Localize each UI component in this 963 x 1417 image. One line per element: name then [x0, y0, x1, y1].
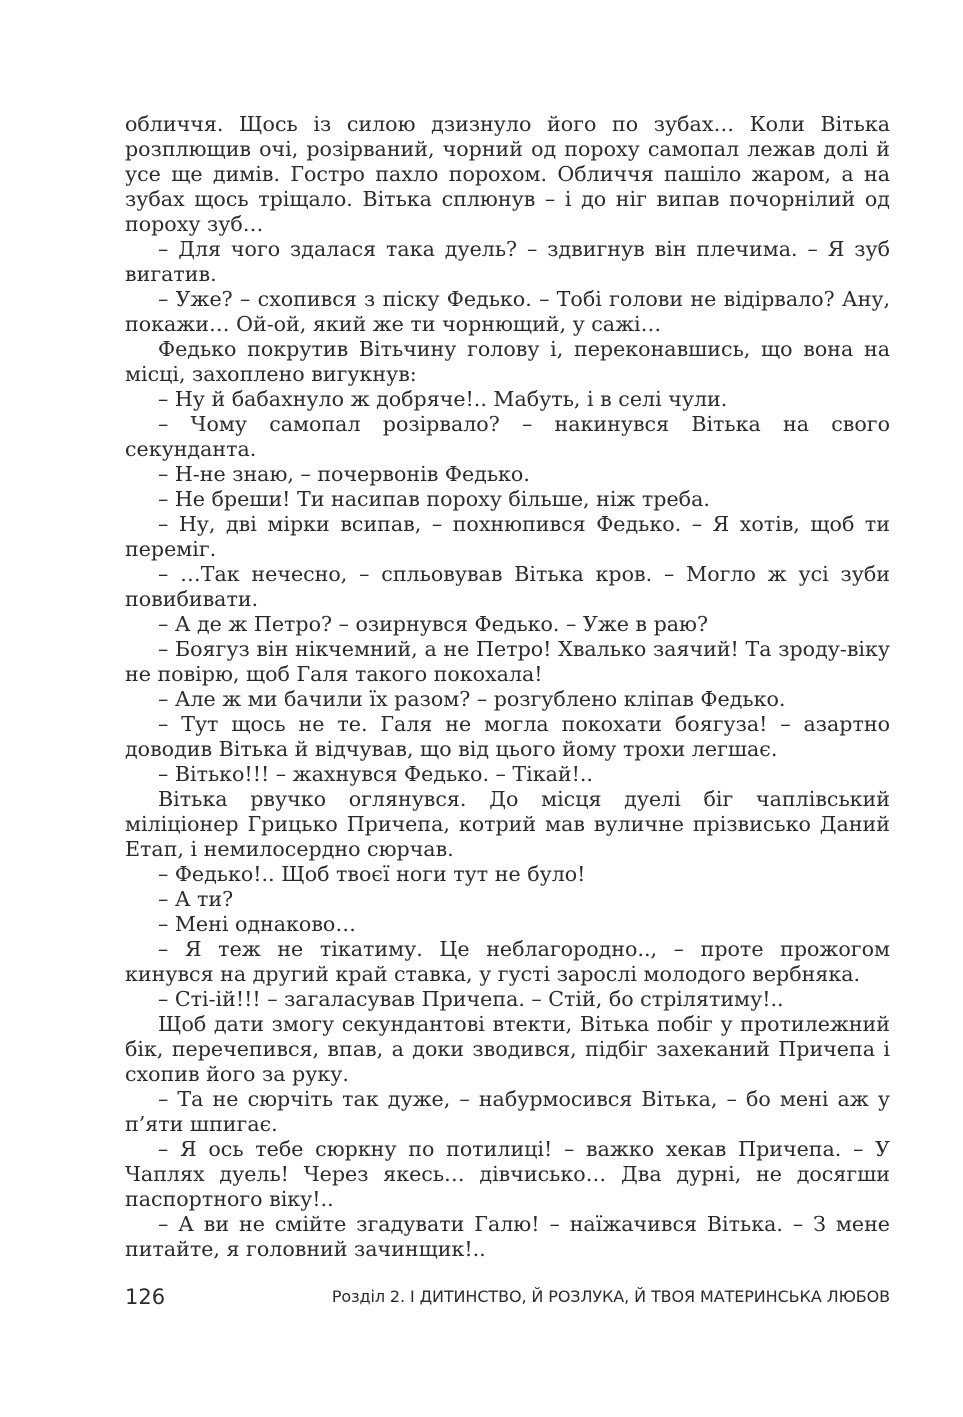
paragraph: – Для чого здалася така дуель? – здвигнув він плечима. – Я зуб вигатив.: [125, 237, 890, 286]
paragraph: – Я теж не тікатиму. Це неблагородно.., – проте прожогом кинувся на другий край ставка, у густі зарослі молодого вербняка.: [125, 937, 890, 986]
paragraph: – Але ж ми бачили їх разом? – розгублено кліпав Федько.: [158, 687, 786, 711]
paragraph: – А де ж Петро? – озирнувся Федько. – Уже в раю?: [158, 612, 708, 636]
page-number: 126: [125, 1285, 166, 1309]
paragraph: – Я ось тебе сюркну по потилиці! – важко хекав Причепа. – У Чаплях дуель! Через якесь… дівчисько… Два дурні, не досягши паспортного віку!..: [125, 1137, 890, 1211]
paragraph: – Н-не знаю, – почервонів Федько.: [158, 462, 530, 486]
paragraph: – А ти?: [158, 887, 234, 911]
paragraph: Федько покрутив Вітьчину голову і, переконавшись, що вона на місці, захоплено вигукнув:: [125, 337, 890, 386]
paragraph: – Та не сюрчіть так дуже, – набурмосився Вітька, – бо мені аж у п’яти шпигає.: [125, 1087, 890, 1136]
paragraph: – Боягуз він нікчемний, а не Петро! Хвалько заячий! Та зроду-віку не повірю, щоб Галя такого покохала!: [125, 637, 890, 686]
paragraph: – Ну й бабахнуло ж добряче!.. Мабуть, і в селі чули.: [158, 387, 728, 411]
paragraph: Вітька рвучко оглянувся. До місця дуелі біг чаплівський міліціонер Грицько Причепа, котрий мав вуличне прізвисько Даний Етап, і немилосердно сюрчав.: [125, 787, 890, 861]
paragraph: – Тут щось не те. Галя не могла покохати боягуза! – азартно доводив Вітька й відчував, що від цього йому трохи легшає.: [125, 712, 890, 761]
paragraph: – А ви не смійте згадувати Галю! – наїжачився Вітька. – З мене питайте, я головний зачинщик!..: [125, 1212, 890, 1261]
paragraph: – Чому самопал розірвало? – накинувся Вітька на свого секунданта.: [125, 412, 890, 461]
page-footer: [125, 1284, 890, 1310]
paragraph: – Сті-ій!!! – загаласував Причепа. – Стій, бо стрілятиму!..: [158, 987, 784, 1011]
running-head: Розділ 2. І ДИТИНСТВО, Й РОЗЛУКА, Й ТВОЯ МАТЕРИНСЬКА ЛЮБОВ: [331, 1287, 890, 1306]
paragraph: – Не бреши! Ти насипав пороху більше, ніж треба.: [158, 487, 710, 511]
paragraph: Щоб дати змогу секундантові втекти, Вітька побіг у протилежний бік, перечепився, впав, а доки зводився, підбіг захеканий Причепа і схопив його за руку.: [125, 1012, 890, 1086]
paragraph: обличчя. Щось із силою дзизнуло його по зубах… Коли Вітька розплющив очі, розірваний, чорний од пороху самопал лежав долі й усе ще димів. Гостро пахло порохом. Обличчя пашіло жаром, а на зубах щось тріщало. Вітька сплюнув – і до ніг випав почорнілий од пороху зуб…: [125, 112, 890, 236]
paragraph: – Вітько!!! – жахнувся Федько. – Тікай!..: [158, 762, 593, 786]
paragraph: – …Так нечесно, – спльовував Вітька кров. – Могло ж усі зуби повибивати.: [125, 562, 890, 611]
paragraph: – Мені однаково…: [158, 912, 356, 936]
paragraph: – Федько!.. Щоб твоєї ноги тут не було!: [158, 862, 586, 886]
main-text: [125, 112, 890, 1262]
paragraph: – Ну, дві мірки всипав, – похнюпився Федько. – Я хотів, щоб ти переміг.: [125, 512, 890, 561]
paragraph: – Уже? – схопився з піску Федько. – Тобі голови не відірвало? Ану, покажи… Ой-ой, який же ти чорнющий, у сажі…: [125, 287, 890, 336]
